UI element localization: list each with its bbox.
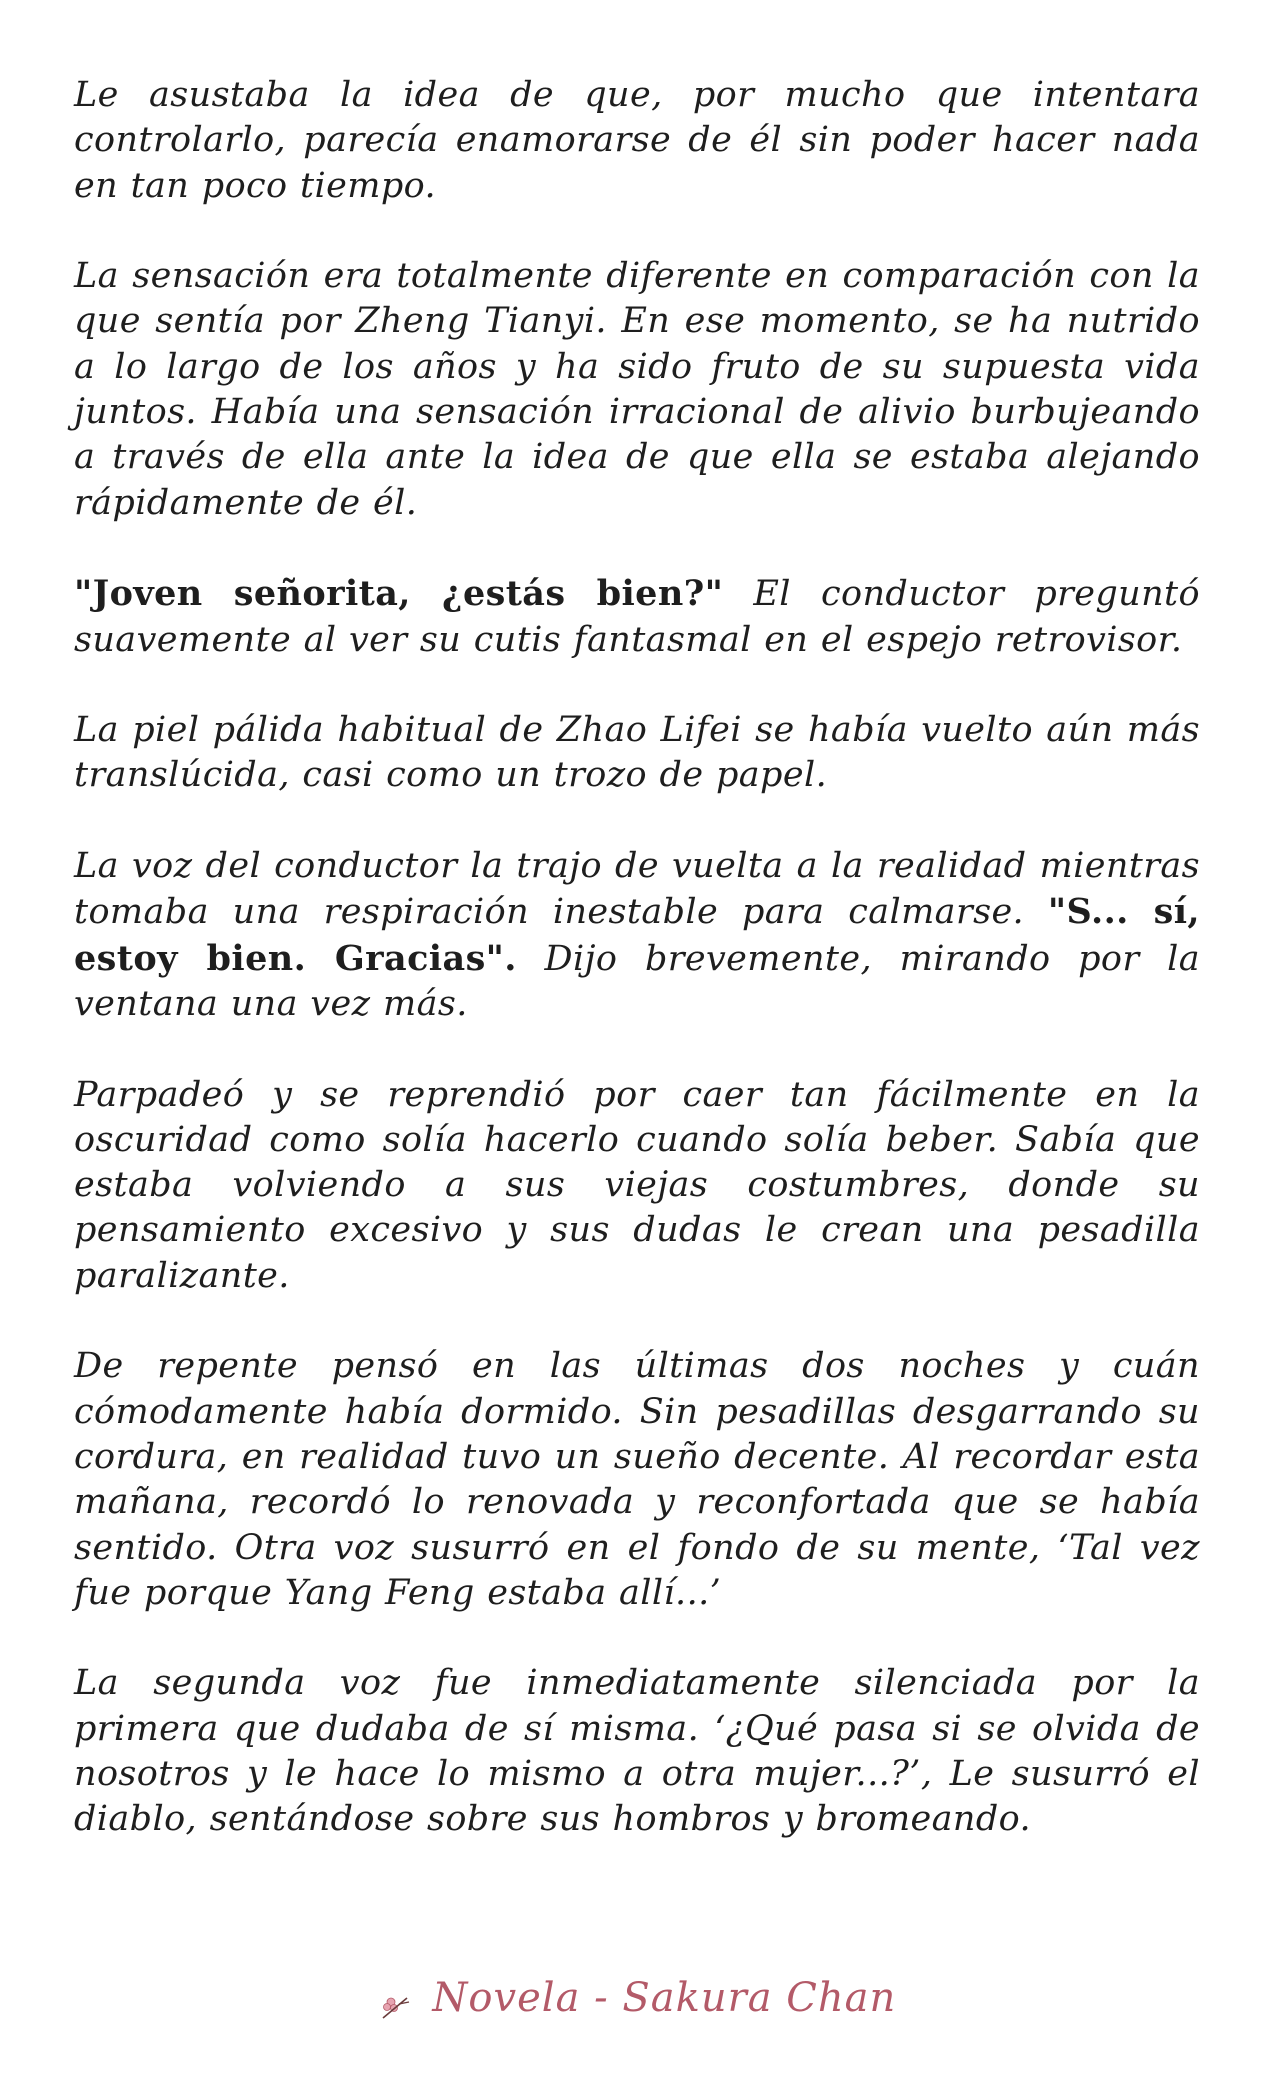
- paragraph-7: [74, 1344, 1200, 1616]
- paragraph-text: La piel pálida habitual de Zhao Lifei se había vuelto aún más translúcida, casi como un trozo de papel.: [74, 710, 1200, 796]
- paragraph-text-tail: Dijo brevemente, mirando por la ventana una vez más.: [74, 938, 1201, 1024]
- paragraph-3: [74, 571, 1200, 663]
- sakura-icon: [379, 1986, 415, 2016]
- paragraph-text: La sensación era totalmente diferente en comparación con la que sentía por Zheng Tianyi. En ese momento, se ha nutrido a lo largo de los años y ha sido fruto de su supuesta vida juntos. Había una sensación irracional de alivio burbujeando a través de ella ante la idea de que ella se estaba alejando rápidamente de él.: [74, 256, 1200, 523]
- paragraph-6: [74, 1073, 1200, 1299]
- paragraph-2: [74, 254, 1200, 526]
- watermark-text: Novela - Sakura Chan: [432, 1975, 897, 2021]
- paragraph-4: [74, 708, 1200, 799]
- document-body: [74, 73, 1200, 1888]
- paragraph-text: La segunda voz fue inmediatamente silenciada por la primera que dudaba de sí misma. ‘¿Qué pasa si se olvida de nosotros y le hace lo mismo a otra mujer...?’, Le susurró el diablo, sentándose sobre sus hombros y bromeando.: [74, 1663, 1200, 1840]
- paragraph-text: Le asustaba la idea de que, por mucho que intentara controlarlo, parecía enamorarse de él sin poder hacer nada en tan poco tiempo.: [74, 75, 1200, 206]
- paragraph-text: Parpadeó y se reprendió por caer tan fácilmente en la oscuridad como solía hacerlo cuando solía beber. Sabía que estaba volviendo a sus viejas costumbres, donde su pensamiento excesivo y sus dudas le crean una pesadilla paralizante.: [74, 1074, 1200, 1296]
- dialogue-quote: "Joven señorita, ¿estás bien?": [74, 573, 724, 615]
- paragraph-5: [74, 844, 1200, 1027]
- paragraph-text: El conductor preguntó suavemente al ver su cutis fantasmal en el espejo retrovisor.: [74, 574, 1200, 660]
- watermark-footer: [0, 1975, 1275, 2021]
- paragraph-text: La voz del conductor la trajo de vuelta a la realidad mientras tomaba una respiración inestable para calmarse.: [74, 846, 1200, 933]
- paragraph-8: [74, 1661, 1200, 1842]
- paragraph-text: De repente pensó en las últimas dos noches y cuán cómodamente había dormido. Sin pesadillas desgarrando su cordura, en realidad tuvo un sueño decente. Al recordar esta mañana, recordó lo renovada y reconfortada que se había sentido. Otra voz susurró en el fondo de su mente, ‘Tal vez fue porque Yang Feng estaba allí...’: [74, 1346, 1200, 1613]
- paragraph-1: [74, 73, 1200, 209]
- dialogue-quote: "S... sí, estoy bien. Gracias".: [74, 891, 1201, 979]
